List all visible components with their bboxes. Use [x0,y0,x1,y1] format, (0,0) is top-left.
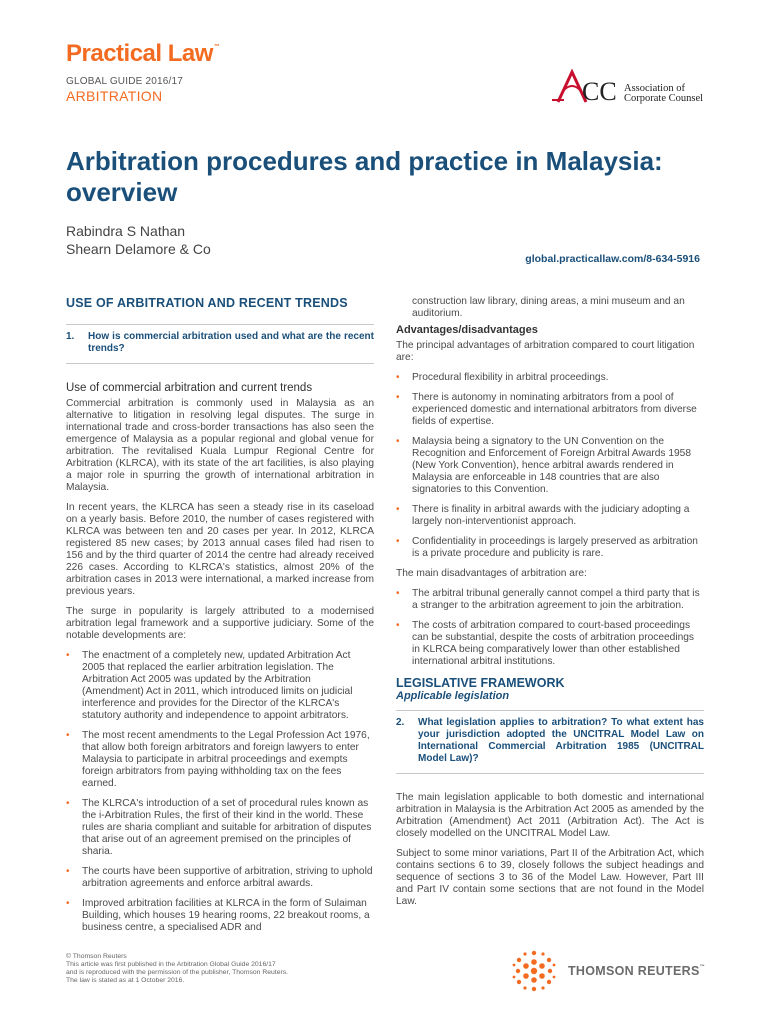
bullet-icon: • [396,588,400,599]
disadvantages-list [396,588,704,668]
list-item [66,650,374,722]
right-column [396,296,704,916]
question-2-box [396,710,704,774]
copyright-notice [66,953,288,985]
list-item-text: There is autonomy in nominating arbitrators from a pool of experienced domestic and international arbitrators from diverse fields of expertise. [412,392,697,427]
list-item [396,588,704,612]
copyright-line-2: This article was first published in the Arbitration Global Guide 2016/17 [66,961,276,968]
paragraph-3: The surge in popularity is largely attributed to a modernised arbitration legal framework and a supportive judiciary. Some of the notable developments are: [66,606,374,641]
advantages-intro: The principal advantages of arbitration compared to court litigation are: [396,340,695,363]
brand-trademark: ™ [213,44,220,50]
list-item [396,436,704,496]
bullet-icon: • [396,372,400,383]
question-1-box [66,324,374,364]
list-item [396,536,704,560]
bullet-icon: • [66,650,70,661]
paragraph-2: In recent years, the KLRCA has seen a steady rise in its caseload on a yearly basis. Before 2010, the number of cases registered with KLRCA was between ten and 20 cases per year. In 2012, KLRCA registered 85 new cases; by 2013 annual cases filed had risen to 156 and by the third quarter of 2014 the centre had already received 226 cases. According to KLRCA's statistics, almost 20% of the arbitration cases in 2013 were international, a marked increase from previous years. [66,502,374,597]
list-item-text: The most recent amendments to the Legal Profession Act 1976, that allow both foreign arbitrators and foreign lawyers to enter Malaysia to participate in arbitral proceedings and exempts foreign arbitrators from paying withholding tax on the fees earned. [82,730,370,789]
list-item-text: Malaysia being a signatory to the UN Convention on the Recognition and Enforcement of Foreign Arbitral Awards 1958 (New York Convention), hence arbitral awards rendered in Malaysia are enforceable in 148 countries that are also signatories to this Convention. [412,436,692,495]
acc-name [624,84,703,104]
list-item [396,504,704,528]
list-item-text: There is finality in arbitral awards with the judiciary adopting a largely non-interventionist approach. [412,504,690,527]
bullet-icon: • [396,536,400,547]
practical-law-logo [66,40,219,68]
list-item-text: The enactment of a completely new, updated Arbitration Act 2005 that replaced the earlier arbitration legislation. The Arbitration Act 2005 was updated by the Arbitration (Amendment) Act in 2011, which introduced limits on judicial interference and provides for the Director of the KLRCA's statutory authority and independence to appoint arbitrators. [82,650,353,721]
section-heading-legislative-framework: LEGISLATIVE FRAMEWORK [396,676,565,690]
section-heading-use-of-arbitration: USE OF ARBITRATION AND RECENT TRENDS [66,296,348,310]
bullet-icon: • [66,866,70,877]
bullet-icon: • [396,620,400,631]
list-item-text: Confidentiality in proceedings is largely preserved as arbitration is a private procedure and publicity is rare. [412,536,698,559]
bullet-icon: • [66,898,70,909]
list-item-text: The costs of arbitration compared to court-based proceedings can be substantial, despite the costs of arbitration proceedings in KLRCA being comparatively lower than other established international arbitral institutions. [412,620,695,667]
list-item-text: The courts have been supportive of arbitration, striving to uphold arbitration agreements and enforce arbitral awards. [82,866,373,889]
author-firm: Shearn Delamore & Co [66,241,211,257]
bullet-icon: • [66,730,70,741]
list-item-text: construction law library, dining areas, a mini museum and an auditorium. [412,296,685,319]
author-block [66,222,211,258]
continued-list [396,296,704,320]
bullet-icon: • [396,392,400,403]
list-item [66,730,374,790]
list-item [396,620,704,668]
left-column [66,296,374,942]
list-item [396,392,704,428]
legislation-paragraph-1: The main legislation applicable to both domestic and international arbitration in Malaysia is the Arbitration Act 2005 as amended by the Arbitration (Amendment) Act 2011 (Arbitration Act). The Act is closely modelled on the UNCITRAL Model Law. [396,792,704,839]
question-1-number: 1. [66,331,75,342]
advantages-list [396,372,704,560]
page-title: Arbitration procedures and practice in Malaysia: overview [66,146,663,207]
legislation-paragraph-2: Subject to some minor variations, Part II of the Arbitration Act, which contains sections 6 to 39, closely follows the subject headings and sequence of sections 3 to 36 of the Model Law. However, Part III and Part IV contain some sections that are not found in the Model Law. [396,848,704,907]
document-link[interactable]: global.practicallaw.com/8-634-5916 [525,253,700,265]
bullet-icon: • [396,504,400,515]
developments-list [66,650,374,934]
list-item [66,798,374,858]
thomson-reuters-trademark: ™ [699,964,705,970]
thomson-reuters-dots-icon [512,946,556,996]
acc-line-1: Association of [624,83,685,94]
guide-topic: ARBITRATION [66,88,163,104]
list-item [66,866,374,890]
author-name: Rabindra S Nathan [66,223,186,239]
copyright-line-1: © Thomson Reuters [66,953,127,960]
subheading-applicable-legislation: Applicable legislation [396,690,510,702]
subheading-advantages-disadvantages: Advantages/disadvantages [396,324,538,336]
thomson-reuters-logo [568,964,705,978]
disadvantages-intro: The main disadvantages of arbitration are: [396,568,587,579]
bullet-icon: • [396,436,400,447]
acc-line-2: Corporate Counsel [624,93,704,104]
subheading-current-trends: Use of commercial arbitration and current trends [66,382,313,394]
list-item [396,372,704,384]
svg-text:CC: CC [582,77,617,106]
thomson-reuters-name: THOMSON REUTERS [568,964,700,978]
question-2-text: What legislation applies to arbitration? To what extent has your jurisdiction adopted the UNCITRAL Model Law on International Commercial Arbitration 1985 (UNCITRAL Model Law)? [418,717,704,764]
brand-name: Practical Law [66,40,213,67]
copyright-line-3: and is reproduced with the permission of the publisher, Thomson Reuters. [66,969,289,976]
bullet-icon: • [66,798,70,809]
list-item-text: Procedural flexibility in arbitral proceedings. [412,372,609,383]
list-item-text: The KLRCA's introduction of a set of procedural rules known as the i-Arbitration Rules, the first of their kind in the world. These rules are sharia compliant and suitable for arbitration of disputes that arise out of an agreement premised on the principles of sharia. [82,798,372,857]
list-item-continuation [396,296,704,320]
copyright-line-4: The law is stated as at 1 October 2016. [66,977,185,984]
guide-label: GLOBAL GUIDE 2016/17 [66,76,184,87]
list-item-text: Improved arbitration facilities at KLRCA in the form of Sulaiman Building, which houses 19 hearing rooms, 22 breakout rooms, a business centre, a specialised ADR and [82,898,370,933]
question-2-number: 2. [396,717,405,728]
list-item-text: The arbitral tribunal generally cannot compel a third party that is a stranger to the arbitration agreement to join the arbitration. [412,588,700,611]
paragraph-1: Commercial arbitration is commonly used in Malaysia as an alternative to litigation in resolving legal disputes. The surge in international trade and cross-border transactions has also seen the emergence of Malaysia as a popular regional and global venue for arbitration. The revitalised Kuala Lumpur Regional Centre for Arbitration (KLRCA), with its state of the art facilities, is also playing a major role in spurring the growth of international arbitration in Malaysia. [66,398,374,493]
question-1-text: How is commercial arbitration used and what are the recent trends? [88,331,374,354]
list-item [66,898,374,934]
